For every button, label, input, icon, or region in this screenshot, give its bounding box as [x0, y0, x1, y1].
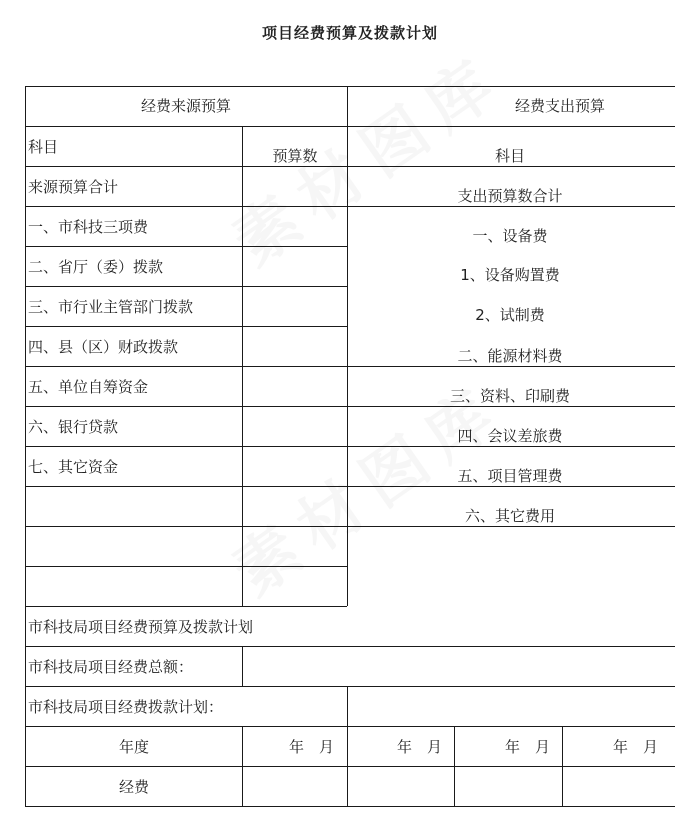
- budget-amount-header: 预算数: [272, 147, 318, 165]
- page-title: 项目经费预算及拨款计划: [261, 24, 438, 42]
- table-line: [25, 86, 26, 806]
- table-line: [25, 486, 675, 487]
- source-row-province: 二、省厅（委）拨款: [28, 258, 164, 276]
- table-line: [25, 326, 347, 327]
- source-row-total: 来源预算合计: [28, 178, 119, 196]
- table-line: [25, 166, 675, 167]
- table-line: [25, 86, 675, 87]
- year-month-4: 年 月: [613, 738, 659, 756]
- expense-row-energy: 二、能源材料费: [457, 347, 563, 365]
- table-line: [25, 366, 675, 367]
- watermark: [212, 29, 520, 283]
- year-label: 年度: [118, 738, 150, 756]
- table-line: [562, 726, 563, 806]
- source-row-self-funded: 五、单位自筹资金: [28, 378, 149, 396]
- expense-row-other: 六、其它费用: [464, 507, 556, 525]
- table-line: [347, 726, 348, 806]
- table-line: [242, 646, 243, 686]
- table-line: [25, 126, 675, 127]
- table-line: [347, 86, 348, 606]
- table-line: [454, 726, 455, 806]
- expense-row-trial: 2、试制费: [475, 306, 545, 324]
- year-month-3: 年 月: [505, 738, 551, 756]
- schedule-label: 市科技局项目经费拨款计划：: [28, 698, 224, 716]
- source-row-bank-loan: 六、银行贷款: [28, 418, 119, 436]
- plan-title: 市科技局项目经费预算及拨款计划: [28, 618, 254, 636]
- expense-row-management: 五、项目管理费: [457, 467, 563, 485]
- total-amount-label: 市科技局项目经费总额：: [28, 658, 194, 676]
- source-budget-header: 经费来源预算: [140, 97, 232, 115]
- table-line: [25, 686, 675, 687]
- expense-budget-header: 经费支出预算: [514, 97, 606, 115]
- expense-row-equipment-purchase: 1、设备购置费: [460, 266, 560, 284]
- table-line: [25, 726, 675, 727]
- year-month-2: 年 月: [397, 738, 443, 756]
- table-line: [25, 806, 675, 807]
- table-line: [25, 286, 347, 287]
- year-month-1: 年 月: [289, 738, 335, 756]
- expense-row-total: 支出预算数合计: [457, 187, 563, 205]
- expense-row-equipment: 一、设备费: [472, 227, 548, 245]
- fund-label: 经费: [118, 778, 150, 796]
- table-line: [25, 646, 675, 647]
- expense-row-printing: 三、资料、印刷费: [449, 387, 571, 405]
- source-row-county: 四、县（区）财政拨款: [28, 338, 179, 356]
- source-row-other: 七、其它资金: [28, 458, 119, 476]
- table-line: [25, 206, 675, 207]
- table-line: [25, 246, 347, 247]
- source-row-city-dept: 三、市行业主管部门拨款: [28, 298, 194, 316]
- table-line: [242, 726, 243, 806]
- table-line: [25, 566, 347, 567]
- table-line: [347, 686, 348, 726]
- table-line: [242, 126, 243, 606]
- table-line: [25, 406, 675, 407]
- source-row-city-tech: 一、市科技三项费: [28, 218, 149, 236]
- table-line: [25, 766, 675, 767]
- item-column-header: 科目: [28, 138, 59, 156]
- table-line: [25, 526, 675, 527]
- expense-item-header: 科目: [494, 147, 526, 165]
- table-line: [25, 446, 675, 447]
- expense-row-travel: 四、会议差旅费: [457, 427, 563, 445]
- table-line: [25, 606, 347, 607]
